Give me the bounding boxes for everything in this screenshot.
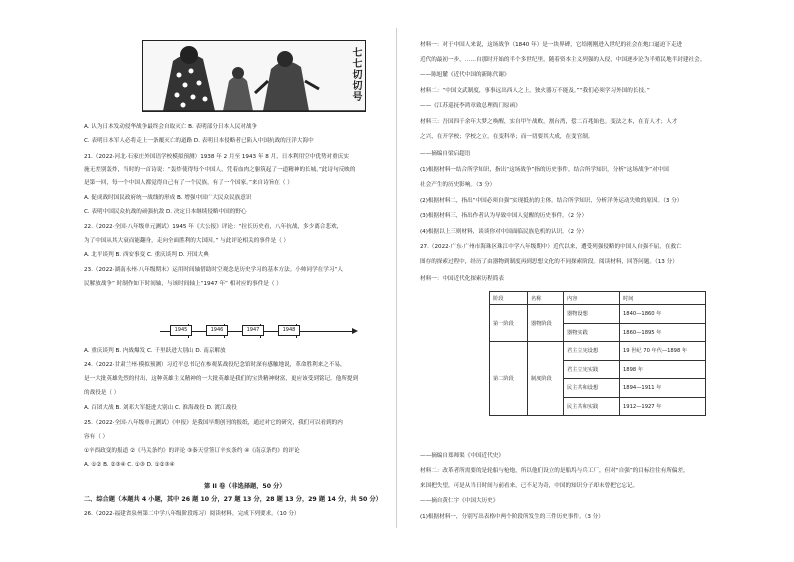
material-line: 材料三：吾国四千余年大梦之唤醒，实自甲午战败，割台湾，偿二百兆始也。变法之本，在育人才；人才 xyxy=(420,119,678,125)
table-row xyxy=(490,342,706,361)
source-line: ——摘自黄仁宇《中国大历史》 xyxy=(420,498,499,504)
material-line: 近代的最初一步，……自那时开始的半个多世纪里，随着资本主义列强的入侵，中国逐步沦为半殖民地半封建社会。 xyxy=(420,57,706,63)
table-caption: 材料一：中国近代化探索历程简表 xyxy=(420,276,504,282)
table-phase: 第二阶段 xyxy=(490,342,528,416)
source-line: ——陈旭麓《近代中国的新陈代谢》 xyxy=(420,72,510,78)
section-heading: 第 II 卷（非选择题，50 分） xyxy=(204,483,286,490)
table-cell: 1912—1927 年 xyxy=(620,397,706,416)
option-line: C. 表明日本军人必将走上一条覆灭亡的道路 D. 表明日本侵略者已陷入中国抗战的汪洋大海中 xyxy=(84,138,314,144)
table-phase-name: 器物阶段 xyxy=(528,305,564,342)
timeline xyxy=(160,322,360,340)
timeline-year: 1948 xyxy=(278,325,300,336)
question-26: 26.（2022·福建省泉州第二中学八年级阶段练习）阅读材料，完成下列要求。（10 分） xyxy=(84,511,300,517)
option-line: C. 表明中国民众抗战的顽强抗敌 D. 决定日本继续侵略中国的野心 xyxy=(84,209,247,215)
timeline-year: 1946 xyxy=(206,325,228,336)
table-header: 内容 xyxy=(564,292,620,305)
table-header: 阶段 xyxy=(490,292,528,305)
table-header-row xyxy=(490,292,706,305)
question-item: (4)根据以上三则材料，谈谈你对中国面临民族危机的认识。（2 分） xyxy=(420,229,588,235)
table-cell: 器物设想 xyxy=(564,305,620,324)
question-text: 民解放战争” 时制作如下时间轴，与该时间轴上“1947 年” 相对应的事件是（ ） xyxy=(84,281,282,287)
question-23: 23.（2022·湖南永州·八年级期末）运用时间轴借助时空观念是历史学习的基本方法。小帅同学在学习“人 xyxy=(84,267,343,273)
question-24: 24.（2022·甘肃兰州·模拟预测）习近平总书记在参观某战役纪念馆时深有感触地说，革命胜利来之不易， xyxy=(84,362,346,368)
table-header: 名称 xyxy=(528,292,564,305)
option-line: A. 百团大战 B. 刘邓大军挺进大别山 C. 淮海战役 D. 渡江战役 xyxy=(84,405,237,411)
table-header: 时间 xyxy=(620,292,706,305)
table-row xyxy=(490,305,706,324)
option-line: A. 北平谈判 B. 西安事变 C. 重庆谈判 D. 开国大典 xyxy=(84,252,209,258)
question-item: (3)根据材料三，指出作者认为导致中国人觉醒的历史事件。（2 分） xyxy=(420,213,588,219)
question-text: 为了中国从其大衰而能翻身，走向全面胜利的大国因。” 与此评论相关的事件是（ ） xyxy=(84,238,290,244)
question-text: 的战役是（ ） xyxy=(84,390,120,396)
material-line: 材料一：对于中国人来说，这场战争（1840 年）是一块界碑，它给刚刚进入世纪的社会在炮口逼迫下走进 xyxy=(420,42,683,48)
timeline-year: 1947 xyxy=(242,325,264,336)
question-text: 是一大批英雄先烈的付出，这种英雄主义精神的一大批英雄是我们的宝贵精神财富，更应该受到铭记。他所提到 xyxy=(84,376,359,382)
material-line: 材料二：“中国文武制度，事事远出西人之上，独火器万不能及。”“我们必须学习外国的长技。” xyxy=(420,88,650,94)
question-item: (1)根据材料一，分别写出表格中两个阶段所发生的三件历史事件。（3 分） xyxy=(420,514,604,520)
question-text: 是第一回，每一个中国人都觉得自己有了一个民族，有了一个国家。”来自诗旨在（ ） xyxy=(84,180,293,186)
source-line: ——摘编自梁启超语 xyxy=(420,151,471,157)
table-phase-name: 制度阶段 xyxy=(528,342,564,416)
question-item: 社会产生的历史影响。（3 分） xyxy=(420,182,496,188)
table-phase: 第一阶段 xyxy=(490,305,528,342)
option-line: A. 重庆谈判 B. 内战爆发 C. 千里跃进大别山 D. 南京解放 xyxy=(84,348,226,354)
part-heading: 二、综合题（本题共 4 小题，其中 26 题 10 分，27 题 13 分，28 题 13 分，29 题 14 分，共 50 分） xyxy=(84,496,382,503)
table-cell: 器物实践 xyxy=(564,323,620,342)
table-cell: 君主立宪实践 xyxy=(564,360,620,379)
material-line: 之兴，在开学校；学校之立，在变科举；而一切要其大成，在变官制。 xyxy=(420,134,594,140)
cartoon-caption: 七七切切号 xyxy=(350,47,361,102)
question-item: (1)根据材料一结合所学知识，指出“这场战争”指的历史事件。结合所学知识，分析“这场战争”对中国 xyxy=(420,167,669,173)
table-cell: 民主共和实践 xyxy=(564,397,620,416)
table-cell: 1860—1895 年 xyxy=(620,323,706,342)
column-divider xyxy=(396,28,397,528)
table-cell: 19 世纪 70 年代—1898 年 xyxy=(620,342,706,361)
option-line: A. ①② B. ②③④ C. ①③ D. ①②③④ xyxy=(84,462,175,468)
history-table xyxy=(489,291,706,416)
source-line: ——摘编自郑师渠《中国近代史》 xyxy=(420,453,504,459)
table-cell: 1898 年 xyxy=(620,360,706,379)
timeline-arrow-icon xyxy=(352,328,358,334)
question-text: 容有（ ） xyxy=(84,434,109,440)
question-25: 25.（2022·全国·八年级单元测试）《申报》是我国早期创刊的报纸，通过对它的研究，我们可以看到的内 xyxy=(84,420,343,426)
source-line: ——《江苏巡抚李鸿章致总理衙门原函》 xyxy=(420,103,521,109)
question-item: (2)根据材料二，指出“中国必须自强”实现抵抗的主体。结合所学知识，分析洋务运动失败的原因。（3 分） xyxy=(420,198,683,204)
table-cell: 1840—1860 年 xyxy=(620,305,706,324)
table-cell: 君主立宪设想 xyxy=(564,342,620,361)
timeline-year: 1945 xyxy=(170,325,192,336)
option-line: A. 促成战时国民政府统一战线的形成 B. 增强中国广大民众民族意识 xyxy=(84,195,252,201)
option-line: A. 认为日本发动侵华战争最终会自取灭亡 B. 表明部分日本人民对战争 xyxy=(84,124,258,130)
question-21: 21.（2022·河北·石家庄外国语学校模拟预测）1938 年 2 月至 1943 年 8 月，日本利用空中优势对重庆实 xyxy=(84,154,349,160)
question-text: 图存的探索过程中，经历了由器物到制度再到思想文化的不同探索阶段。阅读材料，回答问题。（13 分） xyxy=(420,259,678,265)
option-line: ①辛酉政变的报道 ②《马关条约》的评论 ③秦天堂签订辛亥条约 ④《南京条约》的评论 xyxy=(84,448,300,454)
cartoon-image xyxy=(142,40,366,112)
table-cell: 民主共和设想 xyxy=(564,379,620,398)
material-line: 来国把失望，可是从当日时间与前看来，已不足为奇，中国的知识分子却未曾把它忘记。 xyxy=(420,483,639,489)
material-line: 材料二：改革者所需要的是轮船与枪炮，所以他们设立的是船坞与兵工厂，但对“自强”的目标往往有所偏差， xyxy=(420,468,689,474)
question-text: 施无差别轰炸，当时的一首诗说：“轰炸使得每个中国人，凭着血肉之躯筑起了一道精神的长城。”此诗句反映的 xyxy=(84,167,356,173)
question-27: 27.（2022·广东·广州市海珠区珠江中学八年级期中）近代以来，遭受列强侵略的中国人自强不屈，在救亡 xyxy=(420,244,682,250)
table-cell: 1894—1911 年 xyxy=(620,379,706,398)
question-22: 22.（2022·全国·八年级单元测试）1945 年《大公报》评论：“拉长历史看，八年抗战，多少离合悲欢， xyxy=(84,224,343,230)
